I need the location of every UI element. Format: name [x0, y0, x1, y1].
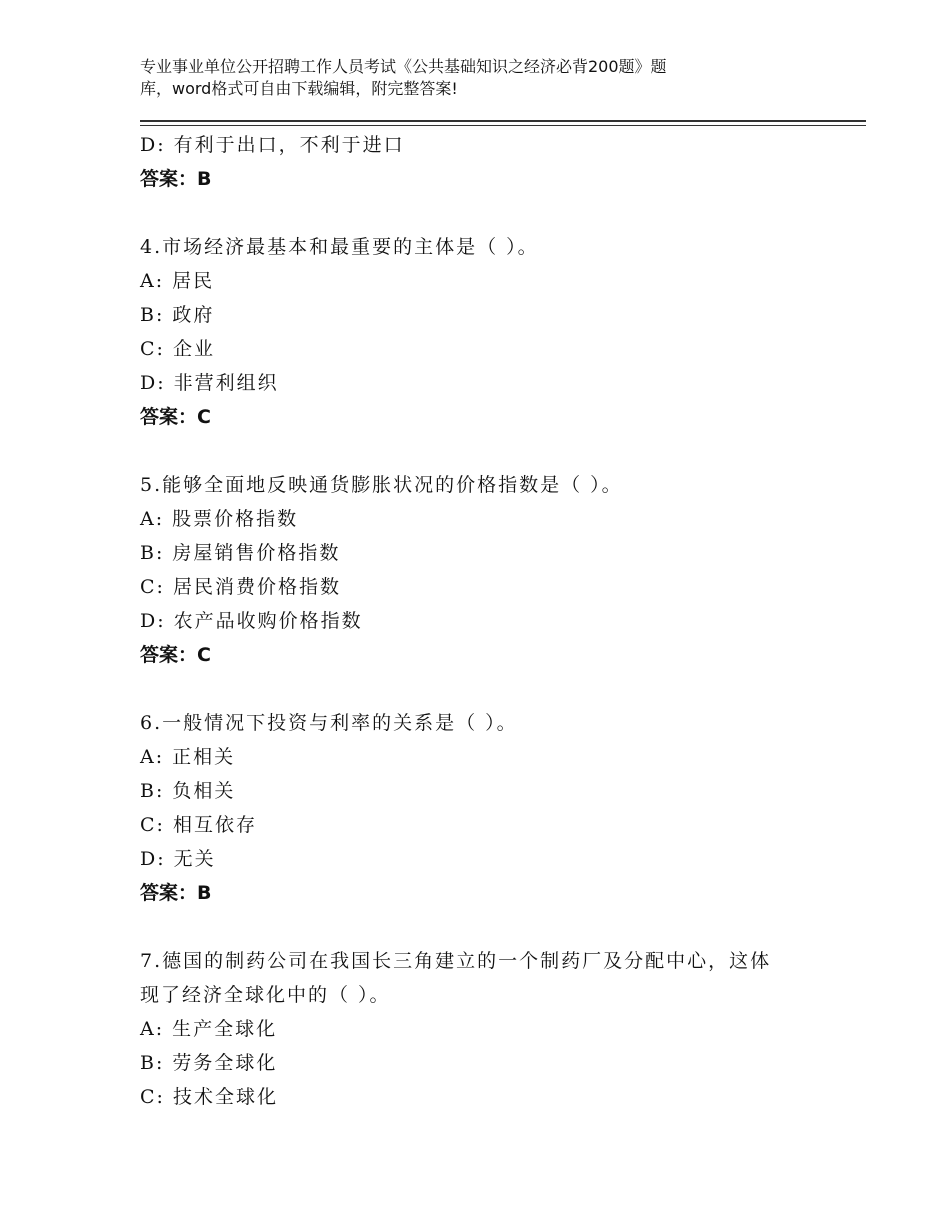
- option-b: B: 房屋销售价格指数: [140, 542, 341, 564]
- question-content: [140, 128, 860, 1114]
- option-d: D: 无关: [140, 848, 216, 870]
- option-d: D: 农产品收购价格指数: [140, 610, 363, 632]
- header-line-2: 库，word格式可自由下载编辑，附完整答案!: [140, 79, 458, 98]
- answer: 答案：C: [140, 644, 211, 666]
- question-4: [140, 230, 860, 434]
- option-d: D: 有利于出口，不利于进口: [140, 134, 405, 156]
- option-c: C: 技术全球化: [140, 1086, 278, 1108]
- question-stem-continued: 现了经济全球化中的（ ）。: [140, 984, 391, 1006]
- spacer: [140, 196, 860, 230]
- spacer: [140, 910, 860, 944]
- option-b: B: 劳务全球化: [140, 1052, 278, 1074]
- document-header: [140, 56, 780, 100]
- option-a: A: 正相关: [140, 746, 236, 768]
- answer: 答案：B: [140, 882, 212, 904]
- answer: 答案：B: [140, 168, 212, 190]
- option-c: C: 企业: [140, 338, 215, 360]
- option-a: A: 生产全球化: [140, 1018, 278, 1040]
- option-b: B: 负相关: [140, 780, 236, 802]
- question-6: [140, 706, 860, 910]
- question-5: [140, 468, 860, 672]
- option-c: C: 居民消费价格指数: [140, 576, 341, 598]
- question-7: [140, 944, 860, 1114]
- question-stem: 6.一般情况下投资与利率的关系是（ ）。: [140, 712, 518, 734]
- answer: 答案：C: [140, 406, 211, 428]
- question-stem: 4.市场经济最基本和最重要的主体是（ ）。: [140, 236, 539, 258]
- option-c: C: 相互依存: [140, 814, 257, 836]
- option-a: A: 居民: [140, 270, 215, 292]
- question-stem: 5.能够全面地反映通货膨胀状况的价格指数是（ ）。: [140, 474, 623, 496]
- question-stem: 7.德国的制药公司在我国长三角建立的一个制药厂及分配中心，这体: [140, 950, 772, 972]
- option-d: D: 非营利组织: [140, 372, 279, 394]
- header-divider-thick: [140, 120, 866, 122]
- header-line-1: 专业事业单位公开招聘工作人员考试《公共基础知识之经济必背200题》题: [140, 57, 667, 76]
- option-b: B: 政府: [140, 304, 215, 326]
- header-divider-thin: [140, 125, 866, 126]
- option-a: A: 股票价格指数: [140, 508, 299, 530]
- spacer: [140, 672, 860, 706]
- spacer: [140, 434, 860, 468]
